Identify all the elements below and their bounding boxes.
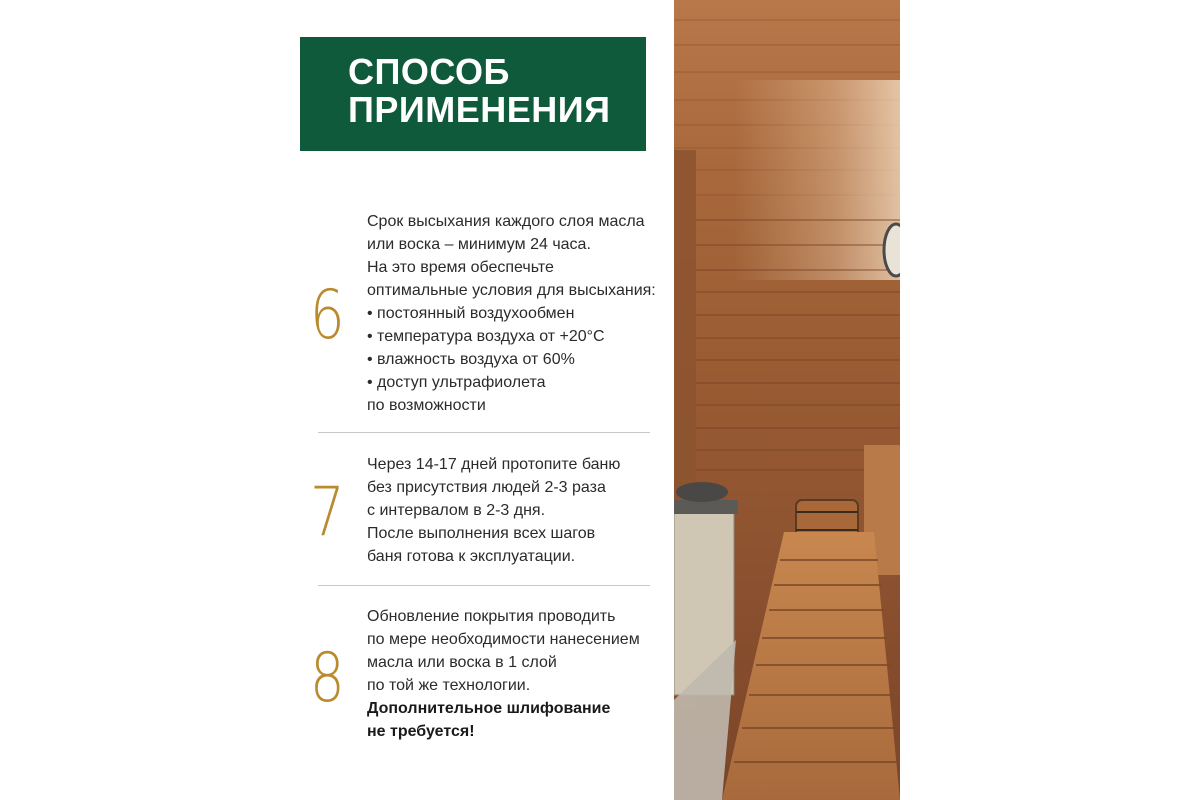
- step-number: 6: [310, 276, 345, 355]
- step-line: • постоянный воздухообмен: [367, 305, 575, 322]
- title-banner: [300, 37, 646, 151]
- step-line: оптимальные условия для высыхания:: [367, 282, 656, 299]
- step-line: Обновление покрытия проводить: [367, 608, 616, 625]
- step-text: [367, 605, 640, 743]
- step-line: После выполнения всех шагов: [367, 525, 596, 542]
- step-line: по возможности: [367, 397, 486, 414]
- step-line: баня готова к эксплуатации.: [367, 548, 576, 565]
- step-line: • влажность воздуха от 60%: [367, 351, 575, 368]
- step-line: по той же технологии.: [367, 677, 531, 694]
- title-line-2: ПРИМЕНЕНИЯ: [348, 89, 611, 130]
- step-8: [310, 605, 660, 745]
- step-number: 7: [310, 473, 345, 552]
- step-line: по мере необходимости нанесением: [367, 631, 640, 648]
- step-line: масла или воска в 1 слой: [367, 654, 557, 671]
- step-6: [310, 210, 660, 420]
- step-number: 8: [310, 639, 345, 718]
- step-line: с интервалом в 2-3 дня.: [367, 502, 546, 519]
- step-line: Срок высыхания каждого слоя масла: [367, 213, 645, 230]
- step-line: На это время обеспечьте: [367, 259, 554, 276]
- title-line-1: СПОСОБ: [348, 51, 510, 92]
- step-line: • температура воздуха от +20°С: [367, 328, 605, 345]
- divider: [318, 585, 650, 586]
- step-line: • доступ ультрафиолета: [367, 374, 546, 391]
- step-line: без присутствия людей 2-3 раза: [367, 479, 606, 496]
- step-bold-line: не требуется!: [367, 723, 475, 740]
- step-text: [367, 453, 620, 568]
- step-7: [310, 453, 660, 573]
- sauna-photo: [674, 0, 900, 800]
- step-line: или воска – минимум 24 часа.: [367, 236, 591, 253]
- step-text: [367, 210, 656, 417]
- sauna-illustration: [674, 0, 900, 800]
- step-line: Через 14-17 дней протопите баню: [367, 456, 621, 473]
- divider: [318, 432, 650, 433]
- step-bold-line: Дополнительное шлифование: [367, 700, 611, 717]
